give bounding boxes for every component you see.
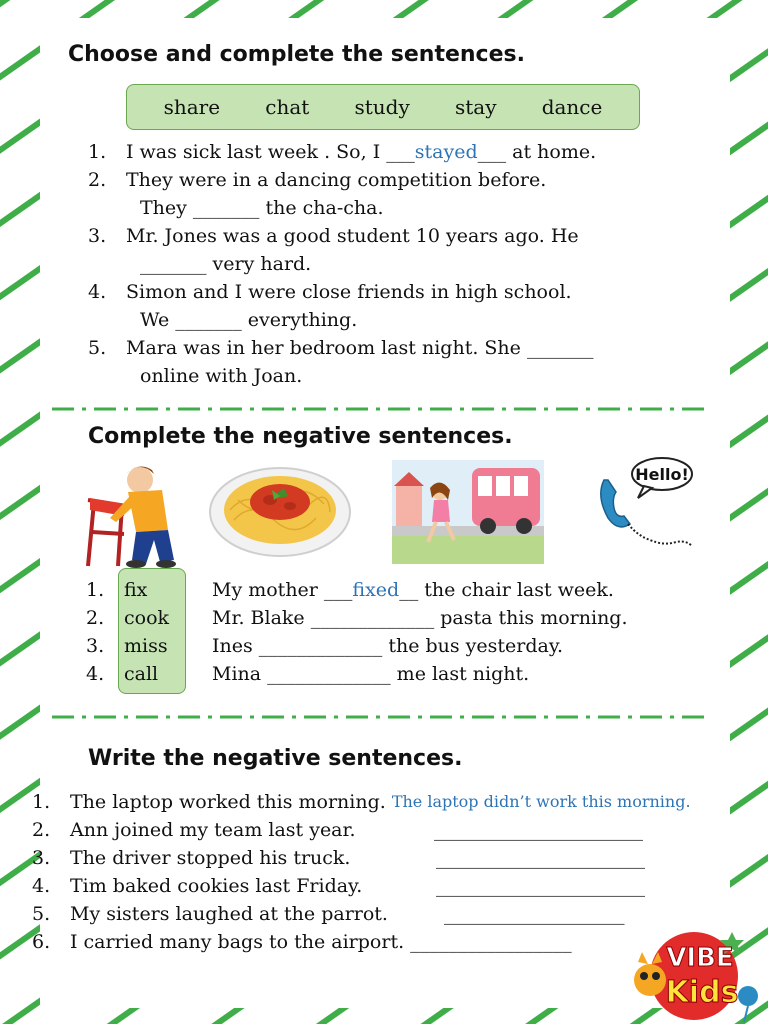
item-text: My sisters laughed at the parrot. xyxy=(70,903,388,925)
sample-answer: fixed xyxy=(352,579,400,601)
girl-missing-bus-illustration xyxy=(392,460,544,564)
list-item xyxy=(32,816,752,844)
item-number: 5. xyxy=(88,337,107,359)
item-number: 2. xyxy=(88,169,107,191)
word-bank-item: stay xyxy=(454,95,497,119)
section1-title: Choose and complete the sentences. xyxy=(68,42,525,67)
item-text-line2: We _______ everything. xyxy=(140,309,358,331)
list-item xyxy=(88,138,596,166)
item-text: Ann joined my team last year. xyxy=(70,819,356,841)
section3-title: Write the negative sentences. xyxy=(88,746,463,771)
verb-word: miss xyxy=(124,635,168,657)
item-text-line2: online with Joan. xyxy=(140,365,303,387)
answer-blank: ______________________ xyxy=(436,875,645,897)
item-number: 1. xyxy=(32,791,51,813)
vibe-kids-logo xyxy=(622,918,768,1024)
list-item: Mina _____________ me last night. xyxy=(212,663,530,685)
item-number: 3. xyxy=(88,225,107,247)
section-divider xyxy=(52,714,712,720)
item-text: Simon and I were close friends in high school. xyxy=(126,281,572,303)
list-item xyxy=(32,872,752,900)
list-item xyxy=(32,788,752,816)
item-text: Tim baked cookies last Friday. xyxy=(70,875,363,897)
item-text: The laptop worked this morning. xyxy=(70,791,386,813)
verb-word: call xyxy=(124,663,159,685)
answer-blank: ______________________ xyxy=(434,819,643,841)
telephone-hello-illustration xyxy=(594,456,700,560)
answer-blank: ______________________ xyxy=(436,847,645,869)
boy-fixing-chair-illustration xyxy=(82,460,194,570)
logo-text-kids: Kids xyxy=(665,975,739,1010)
item-text: The driver stopped his truck. xyxy=(70,847,351,869)
list-item: Ines _____________ the bus yesterday. xyxy=(212,635,564,657)
list-item: Mr. Blake _____________ pasta this morning. xyxy=(212,607,628,629)
list-item xyxy=(32,844,752,872)
section-divider xyxy=(52,406,712,412)
item-number: 3. xyxy=(86,635,105,657)
item-number: 6. xyxy=(32,931,51,953)
item-number: 2. xyxy=(32,819,51,841)
verb-word: cook xyxy=(124,607,170,629)
item-text-line2: _______ very hard. xyxy=(140,253,312,275)
item-text: Mr. Jones was a good student 10 years ago. He xyxy=(126,225,579,247)
hello-bubble-text: Hello! xyxy=(635,465,689,484)
list-item: My mother ___fixed__ the chair last week. xyxy=(212,579,614,601)
item-number: 4. xyxy=(88,281,107,303)
item-number: 4. xyxy=(32,875,51,897)
sample-answer: The laptop didn’t work this morning. xyxy=(391,792,691,811)
spaghetti-plate-illustration xyxy=(208,460,352,560)
item-text: I was sick last week . So, I ___stayed___ at home. xyxy=(126,141,597,163)
item-number: 1. xyxy=(88,141,107,163)
verb-word: fix xyxy=(124,579,148,601)
list-item xyxy=(88,278,596,334)
negative-sentence-list xyxy=(212,576,628,688)
answer-blank: ___________________ xyxy=(444,903,625,925)
item-text-line2: They _______ the cha-cha. xyxy=(140,197,384,219)
word-bank-item: study xyxy=(354,95,410,119)
list-item xyxy=(88,334,596,390)
section1-list xyxy=(88,138,596,390)
word-bank xyxy=(126,84,640,130)
verb-list xyxy=(86,576,169,688)
word-bank-item: dance xyxy=(541,95,603,119)
item-number: 1. xyxy=(86,579,105,601)
item-number: 2. xyxy=(86,607,105,629)
item-number: 5. xyxy=(32,903,51,925)
item-text: I carried many bags to the airport. xyxy=(70,931,405,953)
word-bank-item: chat xyxy=(265,95,310,119)
item-number: 4. xyxy=(86,663,105,685)
item-text: Mara was in her bedroom last night. She _______ xyxy=(126,337,594,359)
word-bank-item: share xyxy=(163,95,221,119)
sample-answer: stayed xyxy=(414,141,478,163)
list-item xyxy=(88,222,596,278)
item-text: They were in a dancing competition before. xyxy=(126,169,547,191)
logo-text-vibe: VIBE xyxy=(666,943,734,973)
item-number: 3. xyxy=(32,847,51,869)
list-item xyxy=(88,166,596,222)
answer-blank: _________________ xyxy=(410,931,572,953)
section2-title: Complete the negative sentences. xyxy=(88,424,513,449)
